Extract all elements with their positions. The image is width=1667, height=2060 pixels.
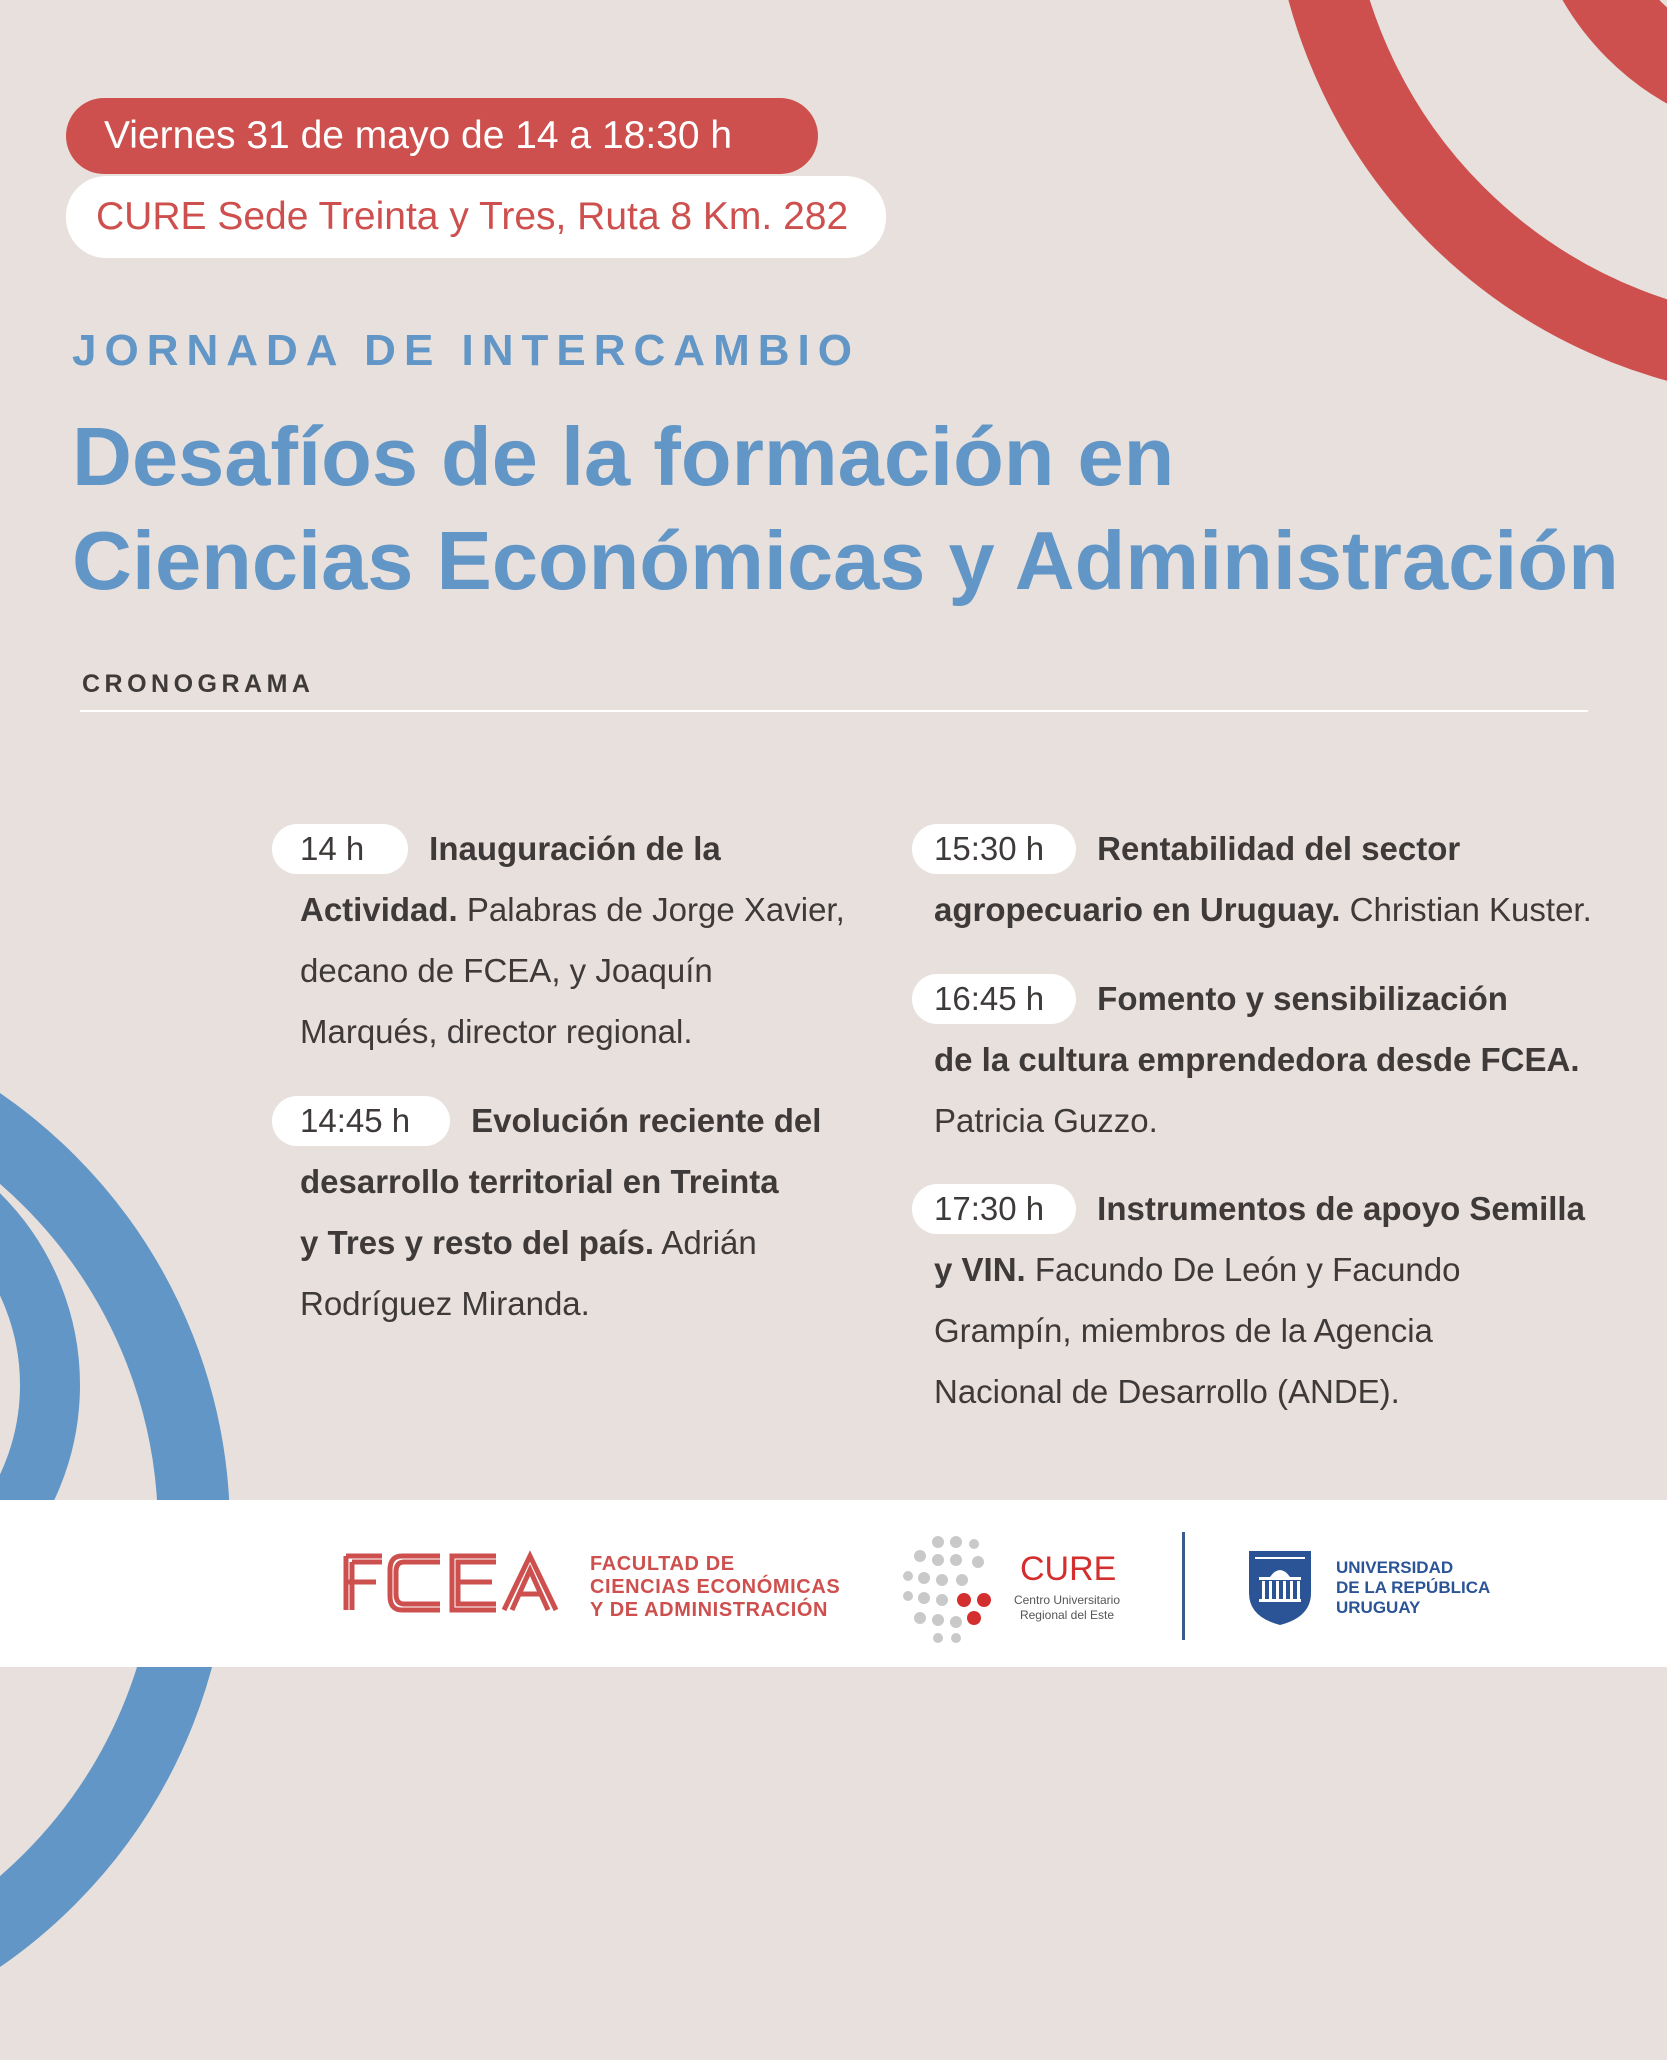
- item-title: Fomento y sensibilización: [1097, 980, 1508, 1017]
- item-description: Nacional de Desarrollo (ANDE).: [934, 1373, 1400, 1410]
- time-badge: 15:30 h: [912, 824, 1076, 874]
- event-kicker: JORNADA DE INTERCAMBIO: [72, 326, 860, 375]
- cure-subtitle-line: Centro Universitario: [1013, 1593, 1121, 1607]
- item-title: desarrollo territorial en Treinta: [300, 1163, 779, 1200]
- item-title: Inauguración de la: [429, 830, 721, 867]
- date-time-pill: Viernes 31 de mayo de 14 a 18:30 h: [66, 98, 818, 174]
- item-description: decano de FCEA, y Joaquín: [300, 952, 713, 989]
- divider-line: [80, 710, 1588, 712]
- item-description: Marqués, director regional.: [300, 1013, 693, 1050]
- fcea-name-line: Y DE ADMINISTRACIÓN: [590, 1599, 829, 1621]
- item-title: Evolución reciente del: [471, 1102, 822, 1139]
- event-title-line-2: Ciencias Económicas y Administración: [72, 514, 1619, 607]
- decorative-red-arc-outer: [1270, 0, 1667, 400]
- item-description: Grampín, miembros de la Agencia: [934, 1312, 1433, 1349]
- item-description: Rodríguez Miranda.: [300, 1285, 590, 1322]
- fcea-abbr: FCEA: [452, 1590, 455, 1591]
- schedule-item: [272, 818, 845, 1062]
- cure-dots-icon: [898, 1534, 1008, 1644]
- item-description: Patricia Guzzo.: [934, 1102, 1158, 1139]
- schedule-item: [912, 1178, 1585, 1422]
- fcea-name-line: FACULTAD DE: [590, 1553, 735, 1575]
- schedule-item: [912, 818, 1592, 940]
- schedule-heading: CRONOGRAMA: [82, 670, 315, 698]
- udelar-name: [1336, 1558, 1490, 1618]
- time-badge: 14 h: [272, 824, 408, 874]
- event-title: [72, 405, 1619, 613]
- item-description: Christian Kuster.: [1340, 891, 1592, 928]
- item-description: Adrián: [654, 1224, 757, 1261]
- cure-name: CURE: [1020, 1550, 1117, 1588]
- schedule-item: [272, 1090, 821, 1334]
- udelar-crest-icon: [1245, 1547, 1315, 1627]
- item-title: Actividad.: [300, 891, 458, 928]
- udelar-name-line: UNIVERSIDAD: [1336, 1558, 1454, 1577]
- item-title: agropecuario en Uruguay.: [934, 891, 1341, 928]
- location-pill: CURE Sede Treinta y Tres, Ruta 8 Km. 282: [66, 176, 886, 258]
- schedule-item: [912, 968, 1580, 1151]
- event-title-line-1: Desafíos de la formación en: [72, 410, 1175, 503]
- logo-divider: [1182, 1532, 1185, 1640]
- cure-subtitle: [1012, 1593, 1122, 1623]
- cure-subtitle-line: Regional del Este: [1019, 1608, 1115, 1622]
- fcea-name: [590, 1553, 840, 1622]
- time-badge: 14:45 h: [272, 1096, 450, 1146]
- item-title: y VIN.: [934, 1251, 1026, 1288]
- item-title: y Tres y resto del país.: [300, 1224, 655, 1261]
- item-description: Palabras de Jorge Xavier,: [457, 891, 845, 928]
- fcea-logo: [342, 1550, 562, 1614]
- item-title: Instrumentos de apoyo Semilla: [1097, 1190, 1585, 1227]
- footer-logos: [0, 1500, 1667, 1667]
- item-description: Facundo De León y Facundo: [1025, 1251, 1461, 1288]
- time-badge: 17:30 h: [912, 1184, 1076, 1234]
- udelar-name-line: URUGUAY: [1336, 1598, 1421, 1617]
- item-title: Rentabilidad del sector: [1097, 830, 1461, 867]
- fcea-name-line: CIENCIAS ECONÓMICAS: [590, 1576, 841, 1598]
- udelar-name-line: DE LA REPÚBLICA: [1336, 1578, 1491, 1597]
- time-badge: 16:45 h: [912, 974, 1076, 1024]
- item-title: de la cultura emprendedora desde FCEA.: [934, 1041, 1580, 1078]
